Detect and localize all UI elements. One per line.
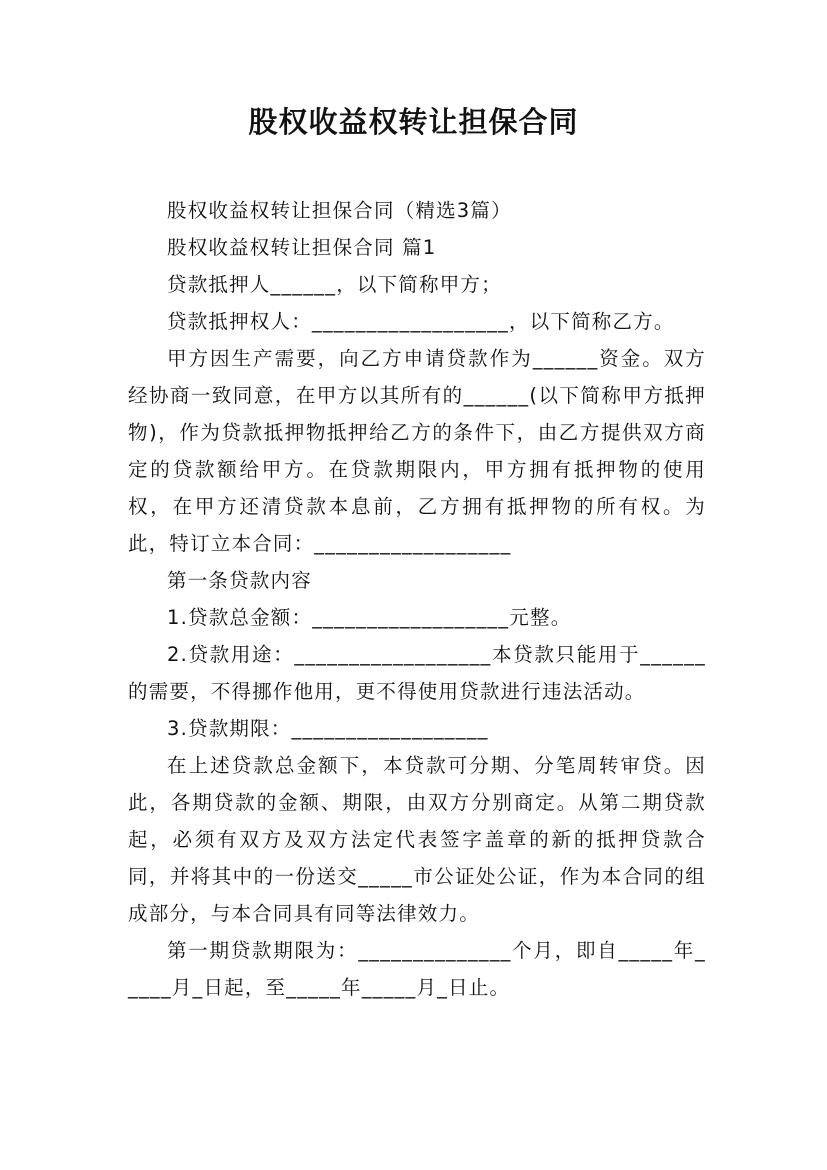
paragraph-article-one-heading: 第一条贷款内容 xyxy=(167,569,312,592)
document-body xyxy=(128,192,706,1006)
document-title: 股权收益权转让担保合同 xyxy=(248,105,579,139)
paragraph-purpose: 甲方因生产需要，向乙方申请贷款作为______资金。双方经协商一致同意，在甲方以其所有的______(以下简称甲方抵押物)，作为贷款抵押物抵押给乙方的条件下，由乙方提供双方商定的贷款额给甲方。在贷款期限内，甲方拥有抵押物的使用权，在甲方还清贷款本息前，乙方拥有抵押物的所有权。为此，特订立本合同：__________________ xyxy=(128,347,706,555)
paragraph-mortgagor: 贷款抵押人______，以下简称甲方； xyxy=(167,273,502,296)
paragraph-loan-amount: 1.贷款总金额：__________________元整。 xyxy=(167,606,572,629)
paragraph-loan-usage: 2.贷款用途：__________________本贷款只能用于______的需要，不得挪作他用，更不得使用贷款进行违法活动。 xyxy=(128,643,706,703)
paragraph-first-term: 第一期贷款期限为：______________个月，即自_____年_____月_日起，至_____年_____月_日止。 xyxy=(128,939,706,999)
paragraph-section-heading: 股权收益权转让担保合同 篇1 xyxy=(167,236,437,259)
paragraph-installments: 在上述贷款总金额下，本贷款可分期、分笔周转审贷。因此，各期贷款的金额、期限，由双方分别商定。从第二期贷款起，必须有双方及双方法定代表签字盖章的新的抵押贷款合同，并将其中的一份送交_____市公证处公证，作为本合同的组成部分，与本合同具有同等法律效力。 xyxy=(128,754,706,925)
paragraph-subtitle: 股权收益权转让担保合同（精选3篇） xyxy=(167,199,512,222)
paragraph-mortgagee: 贷款抵押权人：__________________，以下简称乙方。 xyxy=(167,310,675,333)
paragraph-loan-term: 3.贷款期限：__________________ xyxy=(167,717,489,740)
